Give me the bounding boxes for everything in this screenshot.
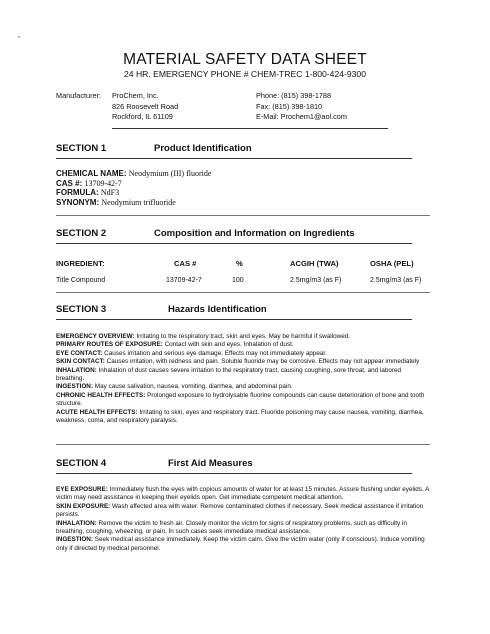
section-4-title: First Aid Measures xyxy=(168,458,253,469)
hazard-primary-routes: PRIMARY ROUTES OF EXPOSURE: Contact with skin and eyes. Inhalation of dust. xyxy=(56,341,294,349)
scan-speck xyxy=(18,36,20,38)
section-4-rule xyxy=(56,473,412,474)
section-2-end-rule xyxy=(56,292,430,293)
cas-value: 13709-42-7 xyxy=(84,178,122,188)
section-3-rule xyxy=(56,319,412,320)
table-header-ingredient: INGREDIENT: xyxy=(56,259,105,268)
table-cell-percent: 100 xyxy=(232,277,244,284)
chemical-name-value: Neodymium (III) fluoride xyxy=(128,169,212,178)
synonym-row xyxy=(56,198,211,208)
section-1-rule xyxy=(56,158,412,159)
table-header-osha: OSHA (PEL) xyxy=(370,259,414,268)
table-cell-acgih: 2.5mg/m3 (as F) xyxy=(290,277,342,284)
table-header-cas: CAS # xyxy=(174,259,197,268)
cas-label: CAS #: xyxy=(56,178,83,188)
manufacturer-contact xyxy=(256,91,347,123)
table-cell-osha: 2.5mg/m3 (as F) xyxy=(370,277,422,284)
hazard-skin-contact: SKIN CONTACT: Causes irritation, with redness and pain. Soluble fluoride may be corrosive. Effects may not appear immediately xyxy=(56,358,420,366)
section-2-number: SECTION 2 xyxy=(56,228,107,239)
section-2-title: Composition and Information on Ingredients xyxy=(154,228,355,239)
section-3-end-rule xyxy=(56,444,430,445)
first-aid-eye: EYE EXPOSURE: Immediately flush the eyes with copious amounts of water for at least 15 minutes. Assure flushing under eyelids. A victim may need assistance in keeping their eyelids open. Get immediate competent medical attention. xyxy=(56,486,430,502)
manufacturer-phone: Phone: (815) 398-1788 xyxy=(256,91,332,100)
section-1-title: Product Identification xyxy=(154,143,252,154)
header-divider xyxy=(112,128,388,129)
hazard-inhalation: INHALATION: Inhalation of dust causes severe irritation to the respiratory tract, causing coughing, sore throat, and labored breathing. xyxy=(56,366,402,383)
table-cell-cas: 13709-42-7 xyxy=(166,277,202,284)
section-3-number: SECTION 3 xyxy=(56,304,107,315)
formula-value: NdF3 xyxy=(100,188,120,198)
manufacturer-address xyxy=(112,91,178,123)
first-aid-skin: SKIN EXPOSURE: Wash affected area with water. Remove contaminated clothes if necessary. Seek medical assistance if irritation persists. xyxy=(56,502,424,519)
formula-row xyxy=(56,188,211,198)
first-aid-text xyxy=(56,486,430,553)
formula-label: FORMULA: xyxy=(56,188,99,198)
hazard-ingestion: INGESTION: May cause salivation, nausea, vomiting, diarrhea, and abdominal pain. xyxy=(56,383,293,391)
hazard-chronic-effects: CHRONIC HEALTH EFFECTS: Prolonged exposure to hydrolysable fluorine compounds can cause deterioration of bone and tooth structure. xyxy=(56,391,425,408)
product-identification xyxy=(56,169,211,207)
section-1-number: SECTION 1 xyxy=(56,143,107,154)
synonym-value: Neodymium trifluoride xyxy=(101,197,176,207)
cas-row xyxy=(56,179,211,189)
manufacturer-fax: Fax: (815) 398-1810 xyxy=(256,101,323,111)
section-3-title: Hazards Identification xyxy=(168,304,267,315)
manufacturer-street: 826 Roosevelt Road xyxy=(112,101,179,111)
table-cell-ingredient: Title Compound xyxy=(56,277,106,284)
hazards-text xyxy=(56,333,430,425)
section-2-rule xyxy=(56,243,412,244)
chemical-name-label: CHEMICAL NAME: xyxy=(56,169,127,178)
emergency-phone: 24 HR. EMERGENCY PHONE # CHEM-TREC 1-800-424-9300 xyxy=(124,69,366,79)
section-4-number: SECTION 4 xyxy=(56,458,107,469)
section-1-end-rule xyxy=(56,215,430,216)
manufacturer-label: Manufacturer: xyxy=(56,91,102,100)
hazard-acute-effects: ACUTE HEALTH EFFECTS: Irritating to skin, eyes and respiratory tract. Fluoride poisoning may cause nausea, vomiting, diarrhea, weakness, coma, and respiratory paralysis. xyxy=(56,408,424,425)
chemical-name-row xyxy=(56,169,211,179)
manufacturer-city: Rockford, IL 61109 xyxy=(112,112,173,122)
hazard-emergency-overview: EMERGENCY OVERVIEW: Irritating to the respiratory tract, skin and eyes. May be harmful if swallowed. xyxy=(56,333,351,340)
table-header-acgih: ACGIH (TWA) xyxy=(290,259,339,268)
first-aid-inhalation: INHALATION: Remove the victim to fresh air. Closely monitor the victim for signs of respiratory problems, such as difficulty in breathing, coughing, wheezing, or pain. In such cases seek immediate medical assistance. xyxy=(56,519,407,536)
hazard-eye-contact: EYE CONTACT: Causes irritation and serious eye damage. Effects may not immediately appear. xyxy=(56,349,327,357)
table-header-percent: % xyxy=(236,259,243,268)
document-title: MATERIAL SAFETY DATA SHEET xyxy=(123,51,367,68)
first-aid-ingestion: INGESTION: Seek medical assistance immediately. Keep the victim calm. Give the victim water (only if conscious). Induce vomiting only if directed by medical personnel. xyxy=(56,536,425,552)
manufacturer-email: E-Mail: Prochem1@aol.com xyxy=(256,112,347,122)
synonym-label: SYNONYM: xyxy=(56,197,100,207)
manufacturer-name: ProChem, Inc. xyxy=(112,91,159,100)
